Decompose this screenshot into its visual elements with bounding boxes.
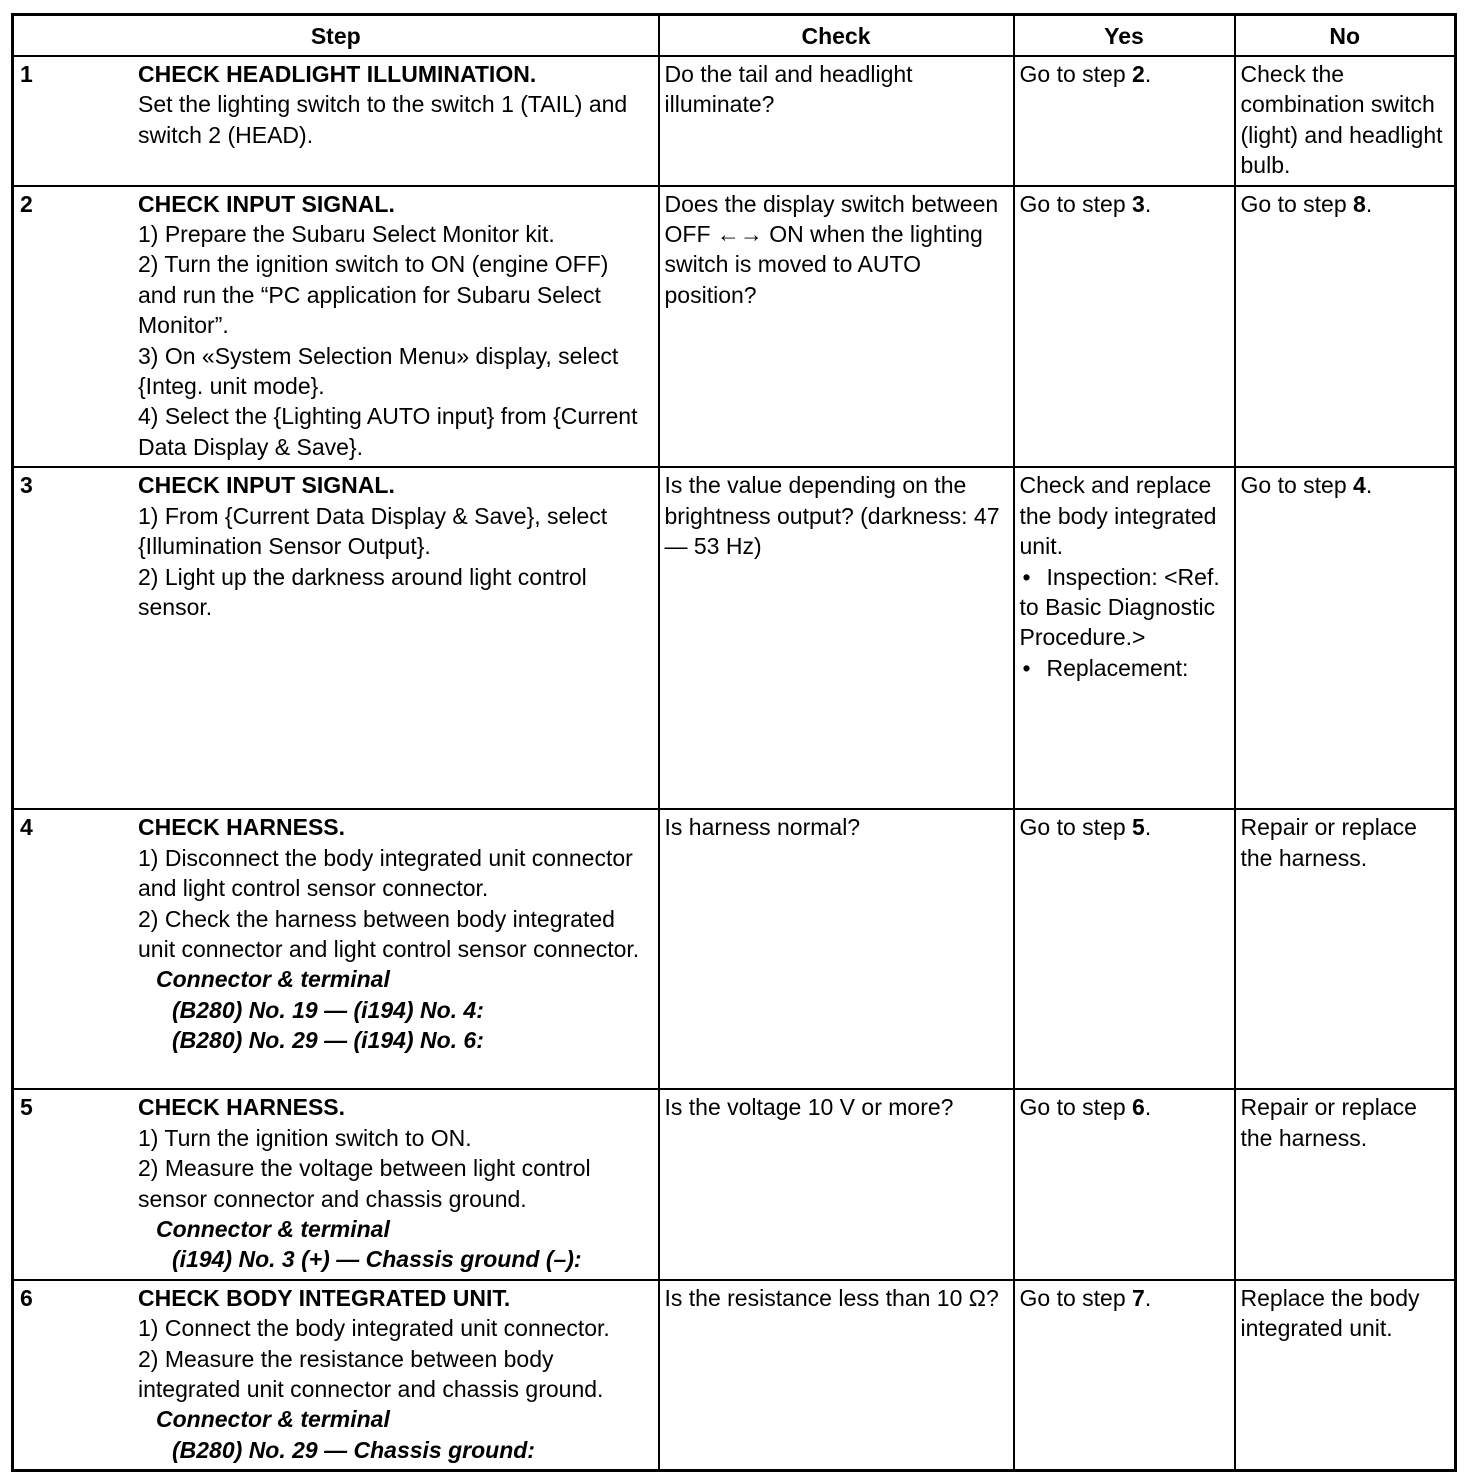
step-procedure: [132, 187, 658, 467]
header-no: No: [1235, 15, 1456, 57]
step-number: 1: [20, 61, 33, 87]
step-title: CHECK HEADLIGHT ILLUMINATION.: [138, 61, 537, 87]
step-instruction: 2) Light up the darkness around light control sensor.: [138, 563, 587, 620]
step-instruction: 2) Measure the voltage between light control sensor connector and chassis ground.: [138, 1155, 591, 1212]
yes-step-number: 7: [1132, 1284, 1145, 1311]
connector-label: Connector & terminal: [156, 1215, 390, 1242]
yes-suffix: .: [1144, 814, 1152, 841]
no-text: Repair or replace the harness.: [1240, 1094, 1417, 1151]
step-inner: [14, 187, 658, 467]
yes-step-number: 5: [1132, 814, 1145, 841]
step-number: 4: [20, 814, 33, 841]
step-number: 5: [20, 1094, 33, 1121]
yes-suffix: .: [1144, 61, 1152, 87]
check-cell: Is harness normal?: [659, 809, 1014, 1089]
step-instruction: 1) Disconnect the body integrated unit connector and light control sensor connector.: [138, 844, 633, 902]
step-procedure: [132, 1090, 658, 1278]
yes-cell: [1014, 56, 1235, 186]
no-cell: [1235, 56, 1456, 186]
no-step-number: 4: [1353, 472, 1366, 499]
yes-prefix: Go to step: [1019, 1094, 1133, 1121]
step-instruction: 1) Prepare the Subaru Select Monitor kit.: [138, 221, 555, 248]
connector-label: Connector & terminal: [156, 966, 390, 993]
no-text: Check the combination switch (light) and headlight bulb.: [1240, 61, 1443, 179]
header-check: Check: [659, 15, 1014, 57]
no-cell: [1235, 809, 1456, 1089]
header-row: [13, 15, 1456, 57]
yes-step-number: 3: [1132, 190, 1145, 217]
step-instruction: 2) Measure the resistance between body integrated unit connector and chassis ground.: [138, 1345, 604, 1402]
step-procedure: [132, 468, 658, 626]
check-cell: Does the display switch between OFF ←→ ON when the lighting switch is moved to AUTO position?: [659, 186, 1014, 468]
step-instruction: 1) From {Current Data Display & Save}, select {Illumination Sensor Output}.: [138, 502, 608, 560]
step-number: 6: [20, 1284, 33, 1311]
step-instruction: Set the lighting switch to the switch 1 (TAIL) and switch 2 (HEAD).: [138, 91, 628, 148]
yes-cell: [1014, 186, 1235, 468]
check-cell: Is the voltage 10 V or more?: [659, 1089, 1014, 1279]
step-cell: [13, 467, 659, 809]
yes-cell: [1014, 809, 1235, 1089]
table-row: [13, 1089, 1456, 1279]
step-cell: [13, 186, 659, 468]
table-row: [13, 1280, 1456, 1471]
yes-cell: [1014, 1089, 1235, 1279]
yes-step-number: 6: [1132, 1094, 1145, 1121]
step-instruction: 2) Turn the ignition switch to ON (engine OFF) and run the “PC application for Subaru Select Monitor”.: [138, 251, 609, 339]
step-title: CHECK HARNESS.: [138, 814, 346, 841]
check-cell: Do the tail and headlight illuminate?: [659, 56, 1014, 186]
step-cell: [13, 809, 659, 1089]
diagnostic-table-wrapper: [11, 13, 1454, 1472]
no-cell: [1235, 1089, 1456, 1279]
yes-bullet: • Replacement:: [1020, 653, 1229, 683]
step-title: CHECK INPUT SIGNAL.: [138, 190, 395, 217]
connector-terminal: (B280) No. 29 — (i194) No. 6:: [172, 1027, 484, 1054]
step-number: 2: [20, 190, 33, 217]
yes-prefix: Go to step: [1019, 1284, 1133, 1311]
yes-suffix: .: [1144, 1094, 1152, 1121]
no-text: Repair or replace the harness.: [1240, 814, 1417, 871]
step-instruction: 1) Connect the body integrated unit connector.: [138, 1315, 610, 1342]
yes-cell: [1014, 467, 1235, 809]
no-suffix: .: [1365, 472, 1373, 499]
step-inner: [14, 810, 658, 1059]
yes-text: Check and replace the body integrated unit.: [1019, 472, 1217, 560]
yes-step-number: 2: [1132, 61, 1145, 87]
yes-prefix: Go to step: [1019, 190, 1133, 217]
yes-prefix: Go to step: [1019, 61, 1133, 87]
step-title: CHECK BODY INTEGRATED UNIT.: [138, 1284, 511, 1311]
table-row: [13, 467, 1456, 809]
step-instruction: 2) Check the harness between body integrated unit connector and light control sensor connector.: [138, 905, 640, 962]
step-instruction: 4) Select the {Lighting AUTO input} from {Current Data Display & Save}.: [138, 403, 638, 460]
yes-bullet: • Inspection: <Ref. to Basic Diagnostic Procedure.>: [1020, 562, 1229, 653]
step-instruction: 3) On «System Selection Menu» display, select {Integ. unit mode}.: [138, 342, 619, 400]
connector-label: Connector & terminal: [156, 1406, 390, 1433]
step-inner: [14, 1090, 658, 1278]
step-number: 3: [20, 472, 33, 499]
step-inner: [14, 1281, 658, 1469]
connector-terminal: (i194) No. 3 (+) — Chassis ground (–):: [172, 1246, 582, 1273]
no-cell: [1235, 467, 1456, 809]
no-cell: [1235, 1280, 1456, 1471]
table-row: [13, 56, 1456, 186]
step-cell: [13, 1089, 659, 1279]
yes-cell: [1014, 1280, 1235, 1471]
header-step: Step: [13, 15, 659, 57]
check-cell: Is the resistance less than 10 Ω?: [659, 1280, 1014, 1471]
no-prefix: Go to step: [1240, 472, 1354, 499]
step-cell: [13, 1280, 659, 1471]
no-suffix: .: [1365, 190, 1373, 217]
diagnostic-table: [11, 13, 1457, 1472]
header-yes: Yes: [1014, 15, 1235, 57]
step-procedure: [132, 57, 658, 154]
table-body: [13, 56, 1456, 1471]
step-title: CHECK INPUT SIGNAL.: [138, 472, 395, 499]
yes-suffix: .: [1144, 1284, 1152, 1311]
check-cell: Is the value depending on the brightness output? (darkness: 47 — 53 Hz): [659, 467, 1014, 809]
step-inner: [14, 57, 658, 154]
yes-prefix: Go to step: [1019, 814, 1133, 841]
step-procedure: [132, 1281, 658, 1469]
step-procedure: [132, 810, 658, 1059]
connector-terminal: (B280) No. 19 — (i194) No. 4:: [172, 996, 484, 1023]
no-prefix: Go to step: [1240, 190, 1354, 217]
step-cell: [13, 56, 659, 186]
connector-terminal: (B280) No. 29 — Chassis ground:: [172, 1436, 535, 1463]
step-instruction: 1) Turn the ignition switch to ON.: [138, 1124, 472, 1151]
no-cell: [1235, 186, 1456, 468]
no-step-number: 8: [1353, 190, 1366, 217]
table-row: [13, 186, 1456, 468]
yes-suffix: .: [1144, 190, 1152, 217]
step-inner: [14, 468, 658, 626]
table-row: [13, 809, 1456, 1089]
no-text: Replace the body integrated unit.: [1240, 1284, 1420, 1342]
step-title: CHECK HARNESS.: [138, 1094, 346, 1121]
